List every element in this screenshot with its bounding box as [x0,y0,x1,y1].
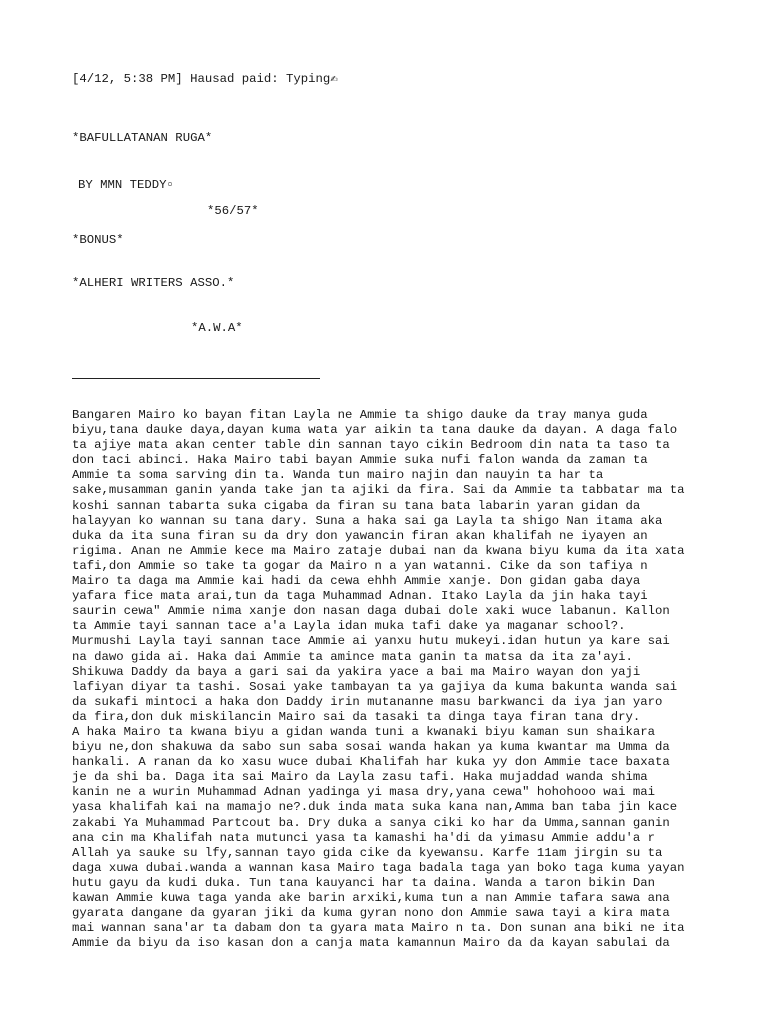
body-line: daga xuwa dubai.wanda a wannan kasa Mairo taga badala taga yan boko taga kuma yayan [72,860,685,875]
body-line: je da shi ba. Daga ita sai Mairo da Layla zasu tafi. Haka mujaddad wanda shima [72,770,648,785]
association-name: *ALHERI WRITERS ASSO.* [72,276,235,290]
body-line: da fira,don duk miskilancin Mairo sai da tasaki ta dinga taya firan tana dry. [72,709,641,724]
body-line: ta ajiye mata akan center table din sannan tayo cikin Bedroom din nata ta taso ta [72,438,670,453]
body-line: Shikuwa Daddy da baya a gari sai da yakira yace a bai ma Mairo wayan don yaji [72,664,641,679]
body-line: Ammie ta soma sarving din ta. Wanda tun mairo najin dan nauyin ta har ta [72,468,604,483]
body-line: kanin ne a wurin Muhammad Adnan yadinga yi masa dry,yana cewa" hohohooo wai mai [72,785,655,800]
body-line: sake,musamman ganin yanda take jan ta ajiki da fira. Sai da Ammie ta tabbatar ma ta [72,483,685,498]
body-line: Murmushi Layla tayi sannan tace Ammie ai yanxu hutu mukeyi.idan hutun ya kare sai [72,634,670,649]
association-abbreviation: *A.W.A* [191,321,243,335]
author-line: BY MMN TEDDY▫ [78,178,174,192]
body-line: A haka Mairo ta kwana biyu a gidan wanda tuni a kwanaki biyu kaman sun shaikara [72,724,655,739]
body-line: Allah ya sauke su lfy,sannan tayo gida cike da kyewansu. Karfe 11am jirgin su ta [72,845,663,860]
body-line: na dawo gida ai. Haka dai Ammie ta amince mata ganin ta matsa da ita za'ayi. [72,649,633,664]
body-line: yasa khalifah kai na mamajo ne?.duk inda mata suka kana nan,Amma ban taba jin kace [72,800,678,815]
body-line: duka da ita suna firan su da dry don yawancin firan akan khalifah ne iyayen an [72,528,648,543]
body-line: don taci abinci. Haka Mairo tabi bayan Ammie suka nufi falon wanda da zaman ta [72,453,648,468]
body-line: ana cin ma Khalifah nata mutunci yasa ta kamashi ha'di da yimasu Ammie addu'a r [72,830,655,845]
story-body [72,408,696,951]
body-line: da sukafi mintoci a haka don Daddy irin mutananne masu barkwanci da iya jan yaro [72,694,663,709]
body-line: koshi sannan tabarta suka cigaba da firan su tana bata labarin yaran gidan da [72,498,641,513]
bonus-label: *BONUS* [72,233,124,247]
body-line: ta Ammie tayi sannan tace a'a Layla idan muka tafi dake ya maganar school?. [72,619,626,634]
body-line: Ammie da biyu da iso kasan don a canja mata kamannun Mairo da da kayan sabulai da [72,936,670,951]
horizontal-divider [72,378,320,379]
body-line: yafara fice mata arai,tun da taga Muhammad Adnan. Itako Layla da jin haka tayi [72,589,648,604]
body-line: halayyan ko wannan su tana dary. Suna a haka sai ga Layla ta shigo Nan itama aka [72,513,663,528]
body-line: gyarata dangane da gyaran jiki da kuma gyran nono don Ammie sawa tayi a kira mata [72,906,670,921]
body-line: lafiyan diyar ta tashi. Sosai yake tambayan ta ya gajiya da kuma bakunta wanda sai [72,679,678,694]
body-line: biyu,tana dauke daya,dayan kuma wata yar aikin ta tana dauke da dayan. A daga falo [72,423,678,438]
body-line: hankali. A ranan da ko xasu wuce dubai Khalifah har kuka yy don Ammie tace baxata [72,755,670,770]
body-line: hutu gayu da kudi duka. Tun tana kauyanci har ta daina. Wanda a taron bikin Dan [72,875,655,890]
body-line: biyu ne,don shakuwa da sabo sun saba sosai wanda hakan ya kuma kwantar ma Umma da [72,740,670,755]
episode-number: *56/57* [207,204,259,218]
body-line: mai wannan sana'ar ta dabam don ta gyara mata Mairo n ta. Don sunan ana biki ne ita [72,921,685,936]
body-line: saurin cewa" Ammie nima xanje don nasan daga dubai dole xaki wuce labanun. Kallon [72,604,670,619]
story-title: *BAFULLATANAN RUGA* [72,131,213,145]
body-line: tafi,don Ammie so take ta gogar da Mairo n a yan watanni. Cike da son tafiya n [72,558,648,573]
body-line: kawan Ammie kuwa taga yanda ake barin arxiki,kuma tun a nan Ammie tafara sawa ana [72,891,670,905]
body-line: zakabi Ya Muhammad Partcout ba. Dry duka a sanya ciki ko har da Umma,sannan ganin [72,815,670,830]
body-line: Mairo ta daga ma Ammie kai hadi da cewa ehhh Ammie xanje. Don gidan gaba daya [72,574,641,589]
chat-header: [4/12, 5:38 PM] Hausad paid: Typing✍ [72,72,338,86]
body-line: Bangaren Mairo ko bayan fitan Layla ne Ammie ta shigo dauke da tray manya guda [72,408,648,422]
body-line: rigima. Anan ne Ammie kece ma Mairo zataje dubai nan da kwana biyu kuma da ita xata [72,543,685,558]
